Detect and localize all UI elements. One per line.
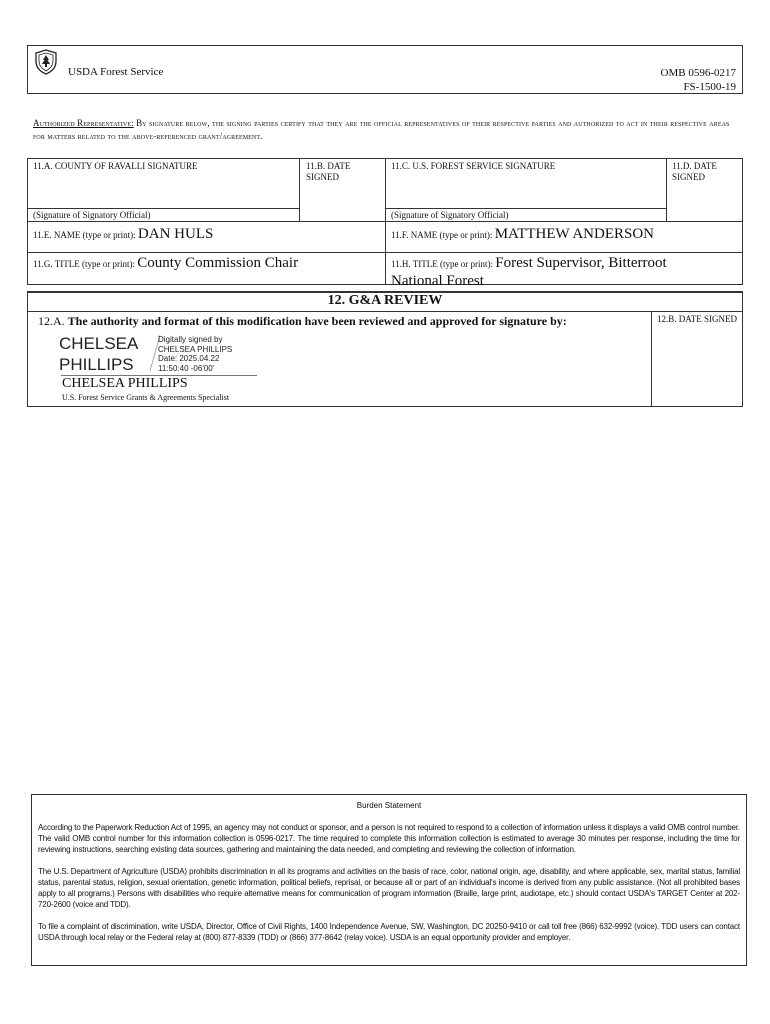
forest-service-date-signed-label: 11.D. DATE SIGNED (672, 161, 717, 182)
forest-service-name-value: MATTHEW ANDERSON (494, 226, 654, 242)
ga-review-title: 12. G&A REVIEW (327, 293, 443, 308)
forest-service-title-label: 11.H. TITLE (type or print): (391, 259, 493, 269)
signer-title: U.S. Forest Service Grants & Agreements Specialist (62, 393, 230, 402)
forest-service-signature-caption: (Signature of Signatory Official) (391, 210, 509, 220)
county-signature-caption: (Signature of Signatory Official) (33, 210, 151, 220)
forest-service-signature-label: 11.C. U.S. FOREST SERVICE SIGNATURE (391, 161, 556, 171)
ga-date-signed-label: 12.B. DATE SIGNED (657, 314, 737, 324)
county-name-field (33, 226, 213, 243)
agency-name: USDA Forest Service (68, 66, 164, 78)
signer-name: CHELSEA PHILLIPS (62, 376, 188, 391)
forest-service-title-field (391, 255, 739, 291)
county-date-signed-label: 11.B. DATE SIGNED (306, 161, 351, 182)
authorized-representative-statement (33, 117, 739, 143)
county-title-label: 11.G. TITLE (type or print): (33, 259, 135, 269)
form-header (27, 45, 743, 94)
county-name-label: 11.E. NAME (type or print): (33, 230, 136, 240)
signature-grid (27, 158, 743, 289)
ga-review-section (27, 291, 743, 407)
digital-signature-details (158, 335, 232, 373)
forest-service-title-value-line2: National Forest (391, 273, 484, 289)
omb-block (661, 66, 736, 94)
burden-paragraph-complaint: To file a complaint of discrimination, write USDA, Director, Office of Civil Rights, 1400 Independence Avenue, SW, Washington, DC 20250-9410 or call toll free (866) 632-9992 (voice). TDD users can contact USDA through local relay or the Federal relay at (800) 877-8339 (TDD) or (866) 377-8642 (relay voice). USDA is an equal opportunity provider and employer. (38, 922, 740, 942)
form-number: FS-1500-19 (683, 81, 736, 93)
county-name-value: DAN HULS (137, 226, 214, 242)
authorized-representative-label: Authorized Representative: (33, 118, 134, 128)
digital-signature-first-name: CHELSEA (59, 334, 139, 353)
burden-paragraph-nondiscrimination: The U.S. Department of Agriculture (USDA) prohibits discrimination in all its programs and activities on the basis of race, color, national origin, age, disability, and where applicable, sex, marital status, familial status, parental status, religion, sexual orientation, genetic information, political beliefs, reprisal, or because all or part of an individual's income is derived from any public assistance. (Not all prohibited bases apply to all programs.) Persons with disabilities who require alternative means for communication of program information (Braille, large print, audiotape, etc.) should contact USDA's TARGET Center at 202-720-2600 (voice and TDD). (38, 867, 740, 909)
digital-signature-line4: 11:50:40 -06'00' (158, 363, 215, 373)
authorized-representative-text: By signature below, the signing parties certify that they are the official representatives of their respective parties and authorized to act in their respective areas for matters related to the above-referenced grant/agreement. (33, 118, 730, 141)
forest-service-name-label: 11.F. NAME (type or print): (391, 230, 493, 240)
digital-signature-last-name: PHILLIPS (59, 355, 134, 374)
digital-signature-line1: Digitally signed by (158, 335, 223, 344)
county-signature-label: 11.A. COUNTY OF RAVALLI SIGNATURE (33, 161, 198, 171)
digital-signature-line2: CHELSEA PHILLIPS (158, 344, 233, 354)
ga-review-question-text: The authority and format of this modification have been reviewed and approved for signature by: (67, 314, 567, 328)
digital-signature-line3: Date: 2025.04.22 (158, 354, 220, 363)
forest-service-title-value-line1: Forest Supervisor, Bitterroot (495, 255, 667, 271)
county-title-value: County Commission Chair (137, 255, 299, 271)
burden-statement-title: Burden Statement (356, 801, 422, 810)
county-title-field (33, 255, 298, 272)
digital-signature-name (59, 333, 138, 375)
burden-statement (31, 794, 747, 966)
ga-review-question (38, 314, 567, 329)
ga-review-question-number: 12.A. (38, 314, 65, 328)
forest-service-name-field (391, 226, 654, 243)
usda-forest-service-shield-icon (34, 49, 58, 75)
burden-paragraph-paperwork: According to the Paperwork Reduction Act of 1995, an agency may not conduct or sponsor, and a person is not required to respond to a collection of information unless it displays a valid OMB control number. The valid OMB control number for this information collection is 0596-0217. The time required to complete this information collection is estimated to average 30 minutes per response, including the time for reviewing instructions, searching existing data sources, gathering and maintaining the data needed, and completing and reviewing the collection of information. (38, 823, 740, 854)
omb-number: OMB 0596-0217 (660, 67, 736, 79)
